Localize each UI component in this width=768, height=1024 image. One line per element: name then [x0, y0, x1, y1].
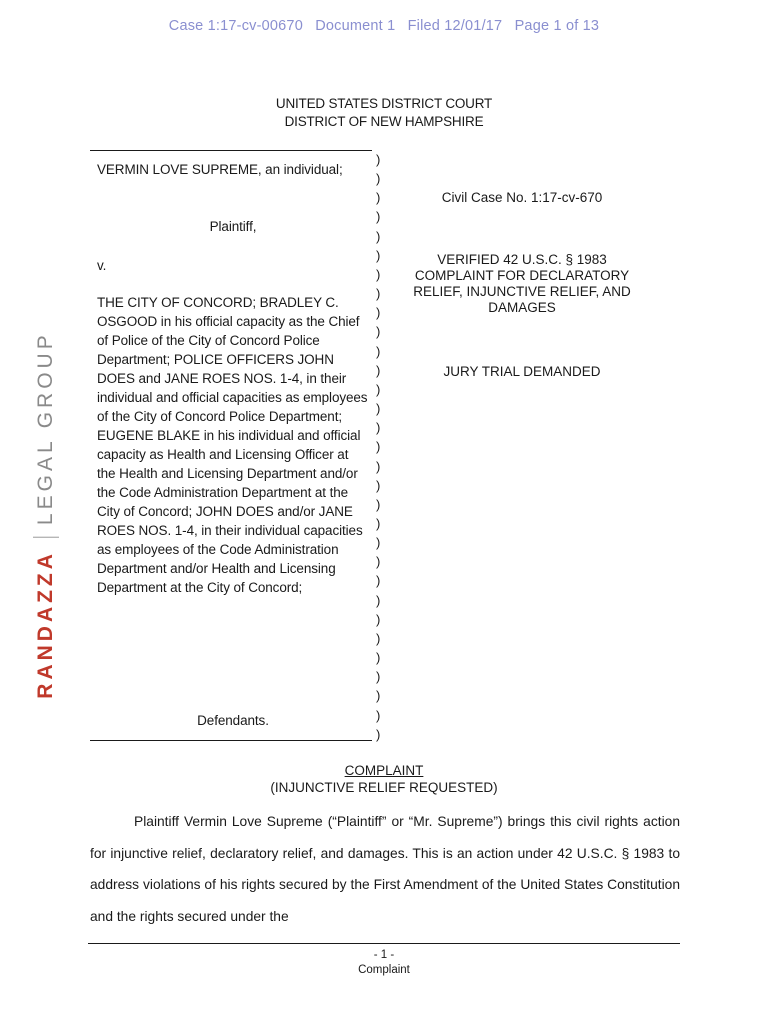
plaintiff-name: VERMIN LOVE SUPREME, an individual;: [97, 162, 343, 177]
caption-parenthesis: ): [376, 228, 381, 244]
document-title-line-4: DAMAGES: [488, 300, 556, 315]
page-footer: [0, 948, 768, 978]
document-title-line-2: COMPLAINT FOR DECLARATORY: [414, 268, 630, 283]
case-number: Case 1:17-cv-00670: [168, 18, 303, 34]
caption-parenthesis: ): [376, 420, 381, 436]
jury-demand: JURY TRIAL DEMANDED: [443, 364, 601, 379]
complaint-heading: COMPLAINT: [344, 763, 424, 778]
caption-parenthesis: ): [376, 669, 381, 685]
footer-label: Complaint: [358, 964, 410, 976]
caption-parenthesis: ): [376, 343, 381, 359]
caption-parenthesis-column: [376, 150, 386, 744]
firm-logo: [28, 331, 64, 699]
caption-parenthesis: ): [376, 650, 381, 666]
opening-paragraph: Plaintiff Vermin Love Supreme (“Plaintiff” or “Mr. Supreme”) brings this civil rights action for injunctive relief, declaratory relief, and damages. This is an action under 42 U.S.C. § 1983 to address violations of his rights secured by the First Amendment of the United States Constitution and the rights secured under the: [90, 814, 680, 924]
caption-parenthesis: ): [376, 515, 381, 531]
ecf-header-stamp: [0, 18, 768, 34]
caption-parenthesis: ): [376, 401, 381, 417]
caption-parenthesis: ): [376, 266, 381, 282]
document-title-line-3: RELIEF, INJUNCTIVE RELIEF, AND: [413, 284, 631, 299]
document-title: [392, 252, 652, 316]
caption-parenthesis: ): [376, 554, 381, 570]
logo-divider: [33, 537, 59, 538]
caption-bottom-rule: [90, 740, 372, 741]
court-name: UNITED STATES DISTRICT COURT: [275, 96, 493, 111]
caption-parenthesis: ): [376, 439, 381, 455]
caption-parenthesis: ): [376, 592, 381, 608]
caption-parenthesis: ): [376, 286, 381, 302]
caption-parenthesis: ): [376, 381, 381, 397]
caption-parenthesis: ): [376, 247, 381, 263]
caption-parenthesis: ): [376, 611, 381, 627]
civil-case-number: Civil Case No. 1:17-cv-670: [441, 190, 603, 205]
caption-parenthesis: ): [376, 573, 381, 589]
complaint-body: [90, 806, 680, 932]
caption-parenthesis: ): [376, 630, 381, 646]
firm-group: LEGAL GROUP: [34, 331, 57, 526]
court-heading: [0, 95, 768, 131]
footer-page-number: - 1 -: [373, 949, 395, 961]
caption-parenthesis: ): [376, 190, 381, 206]
caption-parenthesis: ): [376, 477, 381, 493]
caption-parenthesis: ): [376, 688, 381, 704]
document-number: Document 1: [315, 18, 396, 34]
plaintiff-label: Plaintiff,: [209, 219, 257, 234]
caption-parenthesis: ): [376, 458, 381, 474]
caption-parenthesis: ): [376, 707, 381, 723]
caption-parenthesis: ): [376, 171, 381, 187]
complaint-title: [0, 762, 768, 796]
caption-top-rule: [90, 150, 372, 151]
page-indicator: Page 1 of 13: [514, 18, 600, 34]
caption-parenthesis: ): [376, 362, 381, 378]
complaint-subheading: (INJUNCTIVE RELIEF REQUESTED): [270, 780, 498, 795]
caption-parenthesis: ): [376, 324, 381, 340]
caption-parenthesis: ): [376, 305, 381, 321]
footer-rule: [88, 943, 680, 944]
defendants-list: THE CITY OF CONCORD; BRADLEY C. OSGOOD in his official capacity as the Chief of Police of the City of Concord Police Department; POLICE OFFICERS JOHN DOES and JANE ROES NOS. 1-4, in their individual and official capacities as employees of the City of Concord Police Department; EUGENE BLAKE in his individual and official capacity as Health and Licensing Officer at the Health and Licensing Department and/or the Code Administration Department at the City of Concord; JOHN DOES and/or JANE ROES NOS. 1-4, in their individual capacities as employees of the Code Administration Department and/or Health and Licensing Department at the City of Concord;: [97, 295, 368, 595]
caption-parenthesis: ): [376, 209, 381, 225]
filed-date: Filed 12/01/17: [407, 18, 503, 34]
document-title-line-1: VERIFIED 42 U.S.C. § 1983: [437, 252, 607, 267]
court-district: DISTRICT OF NEW HAMPSHIRE: [284, 114, 484, 129]
caption-parenthesis: ): [376, 152, 381, 167]
firm-brand: RANDAZZA: [34, 550, 57, 699]
versus-label: v.: [97, 258, 107, 273]
caption-parenthesis: ): [376, 496, 381, 512]
caption-parenthesis: ): [376, 535, 381, 551]
caption-parenthesis: ): [376, 726, 381, 742]
defendants-label: Defendants.: [197, 713, 269, 728]
